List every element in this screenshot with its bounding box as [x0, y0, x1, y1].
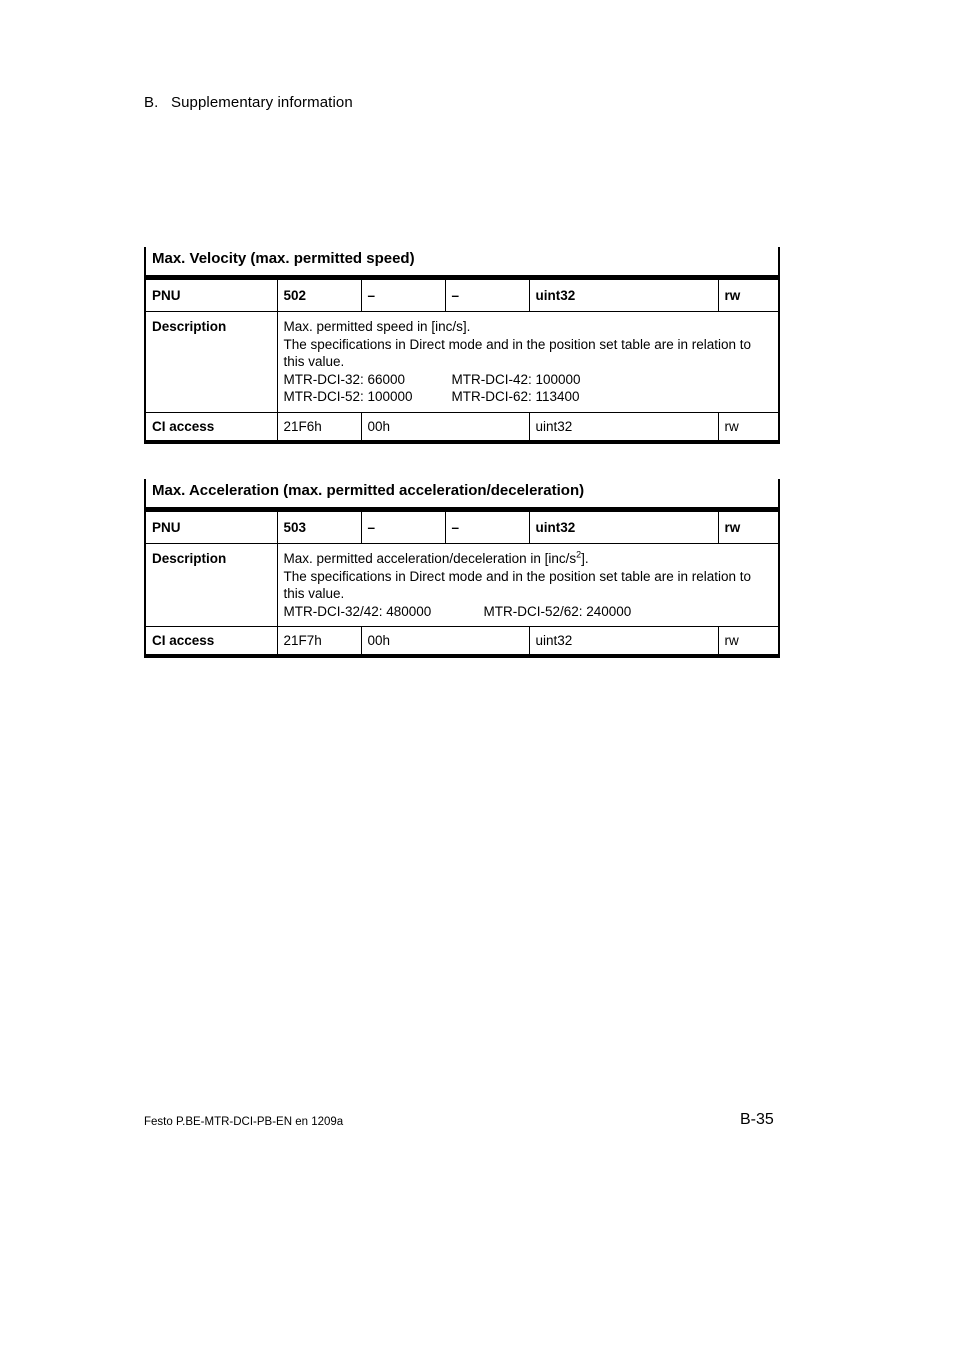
page-number: B-35: [740, 1111, 774, 1128]
pnu-sub1: –: [361, 512, 445, 544]
pnu-access: rw: [718, 512, 780, 544]
pnu-value: 503: [277, 512, 361, 544]
value-row: [284, 603, 775, 621]
table-title: Max. Acceleration (max. permitted acceleration/deceleration): [146, 479, 778, 512]
description-label: Description: [146, 312, 277, 413]
footer-document-id: Festo P.BE-MTR-DCI-PB-EN en 1209a: [144, 1116, 344, 1128]
parameter-grid: [146, 512, 780, 658]
parameter-table-velocity: [144, 247, 780, 444]
value-cell: MTR-DCI-52: 100000: [283, 389, 413, 404]
pnu-label: PNU: [146, 512, 277, 544]
ci-type: uint32: [529, 412, 718, 442]
description-content: [277, 312, 780, 413]
description-row: [146, 544, 780, 627]
value-cell: MTR-DCI-62: 113400: [451, 389, 580, 404]
pnu-type: uint32: [529, 280, 718, 312]
section-number: B.: [144, 94, 159, 111]
parameter-table-acceleration: [144, 479, 780, 658]
value-row: [284, 388, 775, 406]
pnu-sub2: –: [445, 280, 529, 312]
superscript: 2: [576, 549, 582, 560]
parameter-grid: [146, 280, 780, 444]
description-line1: Max. permitted acceleration/deceleration in $[inc/s^2]$.: [283, 549, 589, 566]
ci-label: CI access: [146, 412, 277, 442]
pnu-value: 502: [277, 280, 361, 312]
ci-access-row: [146, 627, 780, 657]
description-row: [146, 312, 780, 413]
ci-index: 21F7h: [277, 627, 361, 657]
ci-access: rw: [718, 627, 780, 657]
description-content: [277, 544, 780, 627]
value-cell: MTR-DCI-42: 100000: [451, 371, 581, 387]
pnu-label: PNU: [146, 280, 277, 312]
description-label: Description: [146, 544, 277, 627]
ci-label: CI access: [146, 627, 277, 657]
pnu-sub1: –: [361, 280, 445, 312]
table-title: Max. Velocity (max. permitted speed): [146, 247, 778, 280]
pnu-type: uint32: [529, 512, 718, 544]
pnu-row: [146, 280, 780, 312]
ci-type: uint32: [529, 627, 718, 657]
value-cell: MTR-DCI-32: 66000: [283, 371, 406, 387]
value-cell: MTR-DCI-32/42: 480000: [283, 603, 432, 619]
ci-index: 21F6h: [277, 412, 361, 442]
ci-subindex: 00h: [361, 412, 529, 442]
pnu-access: rw: [718, 280, 780, 312]
description-line1: Max. permitted speed in [inc/s].: [283, 319, 471, 334]
ci-access-row: [146, 412, 780, 442]
pnu-sub2: –: [445, 512, 529, 544]
value-cell: MTR-DCI-52/62: 240000: [483, 603, 632, 619]
pnu-row: [146, 512, 780, 544]
section-title: Supplementary information: [171, 94, 353, 111]
description-text: The specifications in Direct mode and in the position set table are in relation to this value.: [283, 568, 752, 601]
ci-access: rw: [718, 412, 780, 442]
section-header: [144, 94, 353, 111]
description-text: The specifications in Direct mode and in the position set table are in relation to this value.: [283, 336, 752, 369]
ci-subindex: 00h: [361, 627, 529, 657]
value-row: [284, 371, 775, 389]
